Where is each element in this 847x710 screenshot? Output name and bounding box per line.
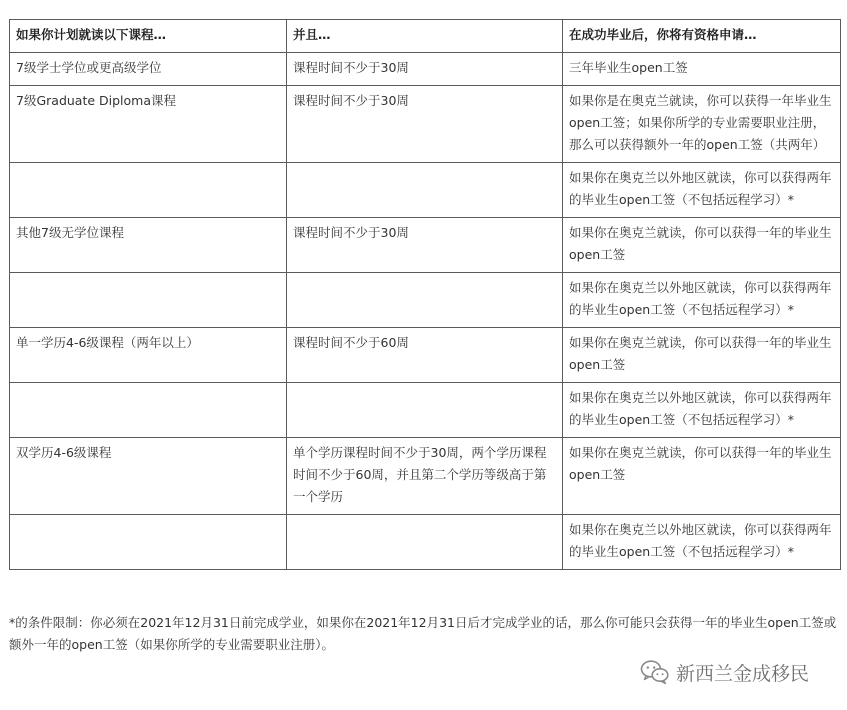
cell-course: 单一学历4-6级课程（两年以上）	[10, 328, 287, 383]
table-row	[10, 383, 841, 438]
cell-course: 7级Graduate Diploma课程	[10, 86, 287, 163]
cell-course	[10, 515, 287, 570]
wechat-icon	[640, 659, 670, 685]
cell-eligibility: 如果你在奥克兰以外地区就读，你可以获得两年的毕业生open工签（不包括远程学习）*	[563, 515, 841, 570]
cell-course: 7级学士学位或更高级学位	[10, 53, 287, 86]
cell-condition: 课程时间不少于30周	[287, 218, 563, 273]
watermark-text: 新西兰金成移民	[676, 662, 810, 685]
table-row	[10, 438, 841, 515]
table-row	[10, 53, 841, 86]
table-row	[10, 86, 841, 163]
cell-course	[10, 163, 287, 218]
cell-course	[10, 383, 287, 438]
table-row	[10, 273, 841, 328]
visa-eligibility-table	[9, 19, 841, 570]
cell-condition	[287, 515, 563, 570]
table-row	[10, 328, 841, 383]
cell-course	[10, 273, 287, 328]
cell-eligibility: 如果你在奥克兰以外地区就读，你可以获得两年的毕业生open工签（不包括远程学习）*	[563, 383, 841, 438]
cell-eligibility: 如果你在奥克兰以外地区就读，你可以获得两年的毕业生open工签（不包括远程学习）*	[563, 163, 841, 218]
header-condition: 并且…	[287, 20, 563, 53]
table-row	[10, 218, 841, 273]
cell-condition	[287, 163, 563, 218]
cell-eligibility: 三年毕业生open工签	[563, 53, 841, 86]
cell-course: 双学历4-6级课程	[10, 438, 287, 515]
watermark	[640, 656, 809, 688]
header-eligibility: 在成功毕业后，你将有资格申请…	[563, 20, 841, 53]
cell-condition	[287, 273, 563, 328]
cell-eligibility: 如果你在奥克兰就读，你可以获得一年的毕业生open工签	[563, 218, 841, 273]
header-course: 如果你计划就读以下课程…	[10, 20, 287, 53]
footnote: *的条件限制：你必须在2021年12月31日前完成学业，如果你在2021年12月31日后才完成学业的话，那么你可能只会获得一年的毕业生open工签或额外一年的open工签（如果你所学的专业需要职业注册）。	[9, 615, 837, 652]
cell-eligibility: 如果你在奥克兰就读，你可以获得一年的毕业生open工签	[563, 438, 841, 515]
cell-condition: 单个学历课程时间不少于30周，两个学历课程时间不少于60周，并且第二个学历等级高于第一个学历	[287, 438, 563, 515]
cell-eligibility: 如果你在奥克兰就读，你可以获得一年的毕业生open工签	[563, 328, 841, 383]
cell-condition: 课程时间不少于30周	[287, 53, 563, 86]
cell-course: 其他7级无学位课程	[10, 218, 287, 273]
table-row	[10, 515, 841, 570]
table-header-row	[10, 20, 841, 53]
cell-condition: 课程时间不少于60周	[287, 328, 563, 383]
cell-eligibility: 如果你是在奥克兰就读，你可以获得一年毕业生open工签；如果你所学的专业需要职业注册，那么可以获得额外一年的open工签（共两年）	[563, 86, 841, 163]
cell-eligibility: 如果你在奥克兰以外地区就读，你可以获得两年的毕业生open工签（不包括远程学习）*	[563, 273, 841, 328]
cell-condition	[287, 383, 563, 438]
cell-condition: 课程时间不少于30周	[287, 86, 563, 163]
table-row	[10, 163, 841, 218]
